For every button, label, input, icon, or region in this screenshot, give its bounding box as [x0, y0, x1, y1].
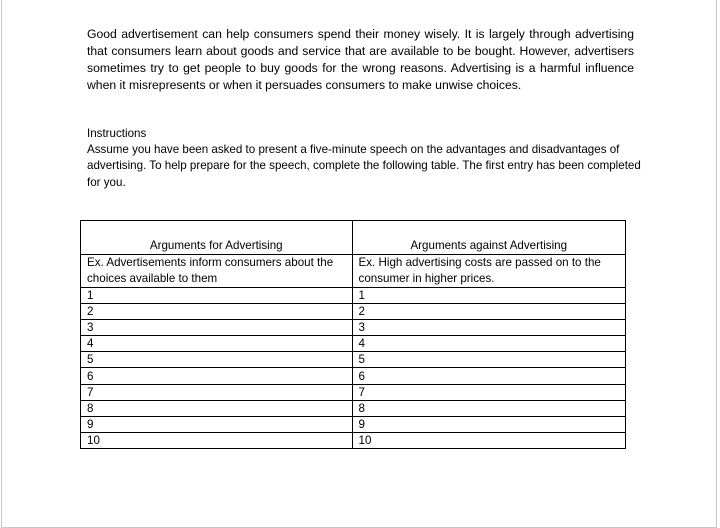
example-against-cell: Ex. High advertising costs are passed on to the consumer in higher prices.	[352, 255, 625, 288]
for-cell-1[interactable]: 1	[81, 288, 353, 304]
against-cell-6[interactable]: 6	[352, 368, 625, 384]
table-row	[81, 336, 626, 352]
for-cell-7[interactable]: 7	[81, 384, 353, 400]
instructions-body: Assume you have been asked to present a five-minute speech on the advantages and disadvantages of advertising. To help prepare for the speech, complete the following table. The first entry has been completed for you.	[87, 143, 641, 189]
against-cell-5[interactable]: 5	[352, 352, 625, 368]
header-arguments-for: Arguments for Advertising	[81, 221, 353, 255]
for-cell-9[interactable]: 9	[81, 416, 353, 432]
for-cell-8[interactable]: 8	[81, 400, 353, 416]
table-row	[81, 320, 626, 336]
table-row	[81, 416, 626, 432]
against-cell-3[interactable]: 3	[352, 320, 625, 336]
against-cell-2[interactable]: 2	[352, 304, 625, 320]
for-cell-5[interactable]: 5	[81, 352, 353, 368]
for-cell-10[interactable]: 10	[81, 432, 353, 448]
table-row	[81, 432, 626, 448]
table-header-row	[81, 221, 626, 255]
against-cell-4[interactable]: 4	[352, 336, 625, 352]
against-cell-10[interactable]: 10	[352, 432, 625, 448]
against-cell-7[interactable]: 7	[352, 384, 625, 400]
table-row	[81, 304, 626, 320]
for-cell-4[interactable]: 4	[81, 336, 353, 352]
for-cell-6[interactable]: 6	[81, 368, 353, 384]
arguments-table	[80, 220, 626, 449]
for-cell-2[interactable]: 2	[81, 304, 353, 320]
table-row	[81, 400, 626, 416]
table-row	[81, 384, 626, 400]
intro-paragraph: Good advertisement can help consumers spend their money wisely. It is largely through advertising that consumers learn about goods and service that are available to be bought. However, advertisers sometimes try to get people to buy goods for the wrong reasons. Advertising is a harmful influence when it misrepresents or when it persuades consumers to make unwise choices.	[87, 27, 634, 92]
against-cell-9[interactable]: 9	[352, 416, 625, 432]
example-row	[81, 255, 626, 288]
instructions-heading: Instructions	[87, 127, 147, 140]
against-cell-1[interactable]: 1	[352, 288, 625, 304]
header-arguments-against: Arguments against Advertising	[352, 221, 625, 255]
instructions-section	[87, 126, 647, 191]
table-row	[81, 352, 626, 368]
against-cell-8[interactable]: 8	[352, 400, 625, 416]
table-row	[81, 288, 626, 304]
table-row	[81, 368, 626, 384]
for-cell-3[interactable]: 3	[81, 320, 353, 336]
example-for-cell: Ex. Advertisements inform consumers about the choices available to them	[81, 255, 353, 288]
